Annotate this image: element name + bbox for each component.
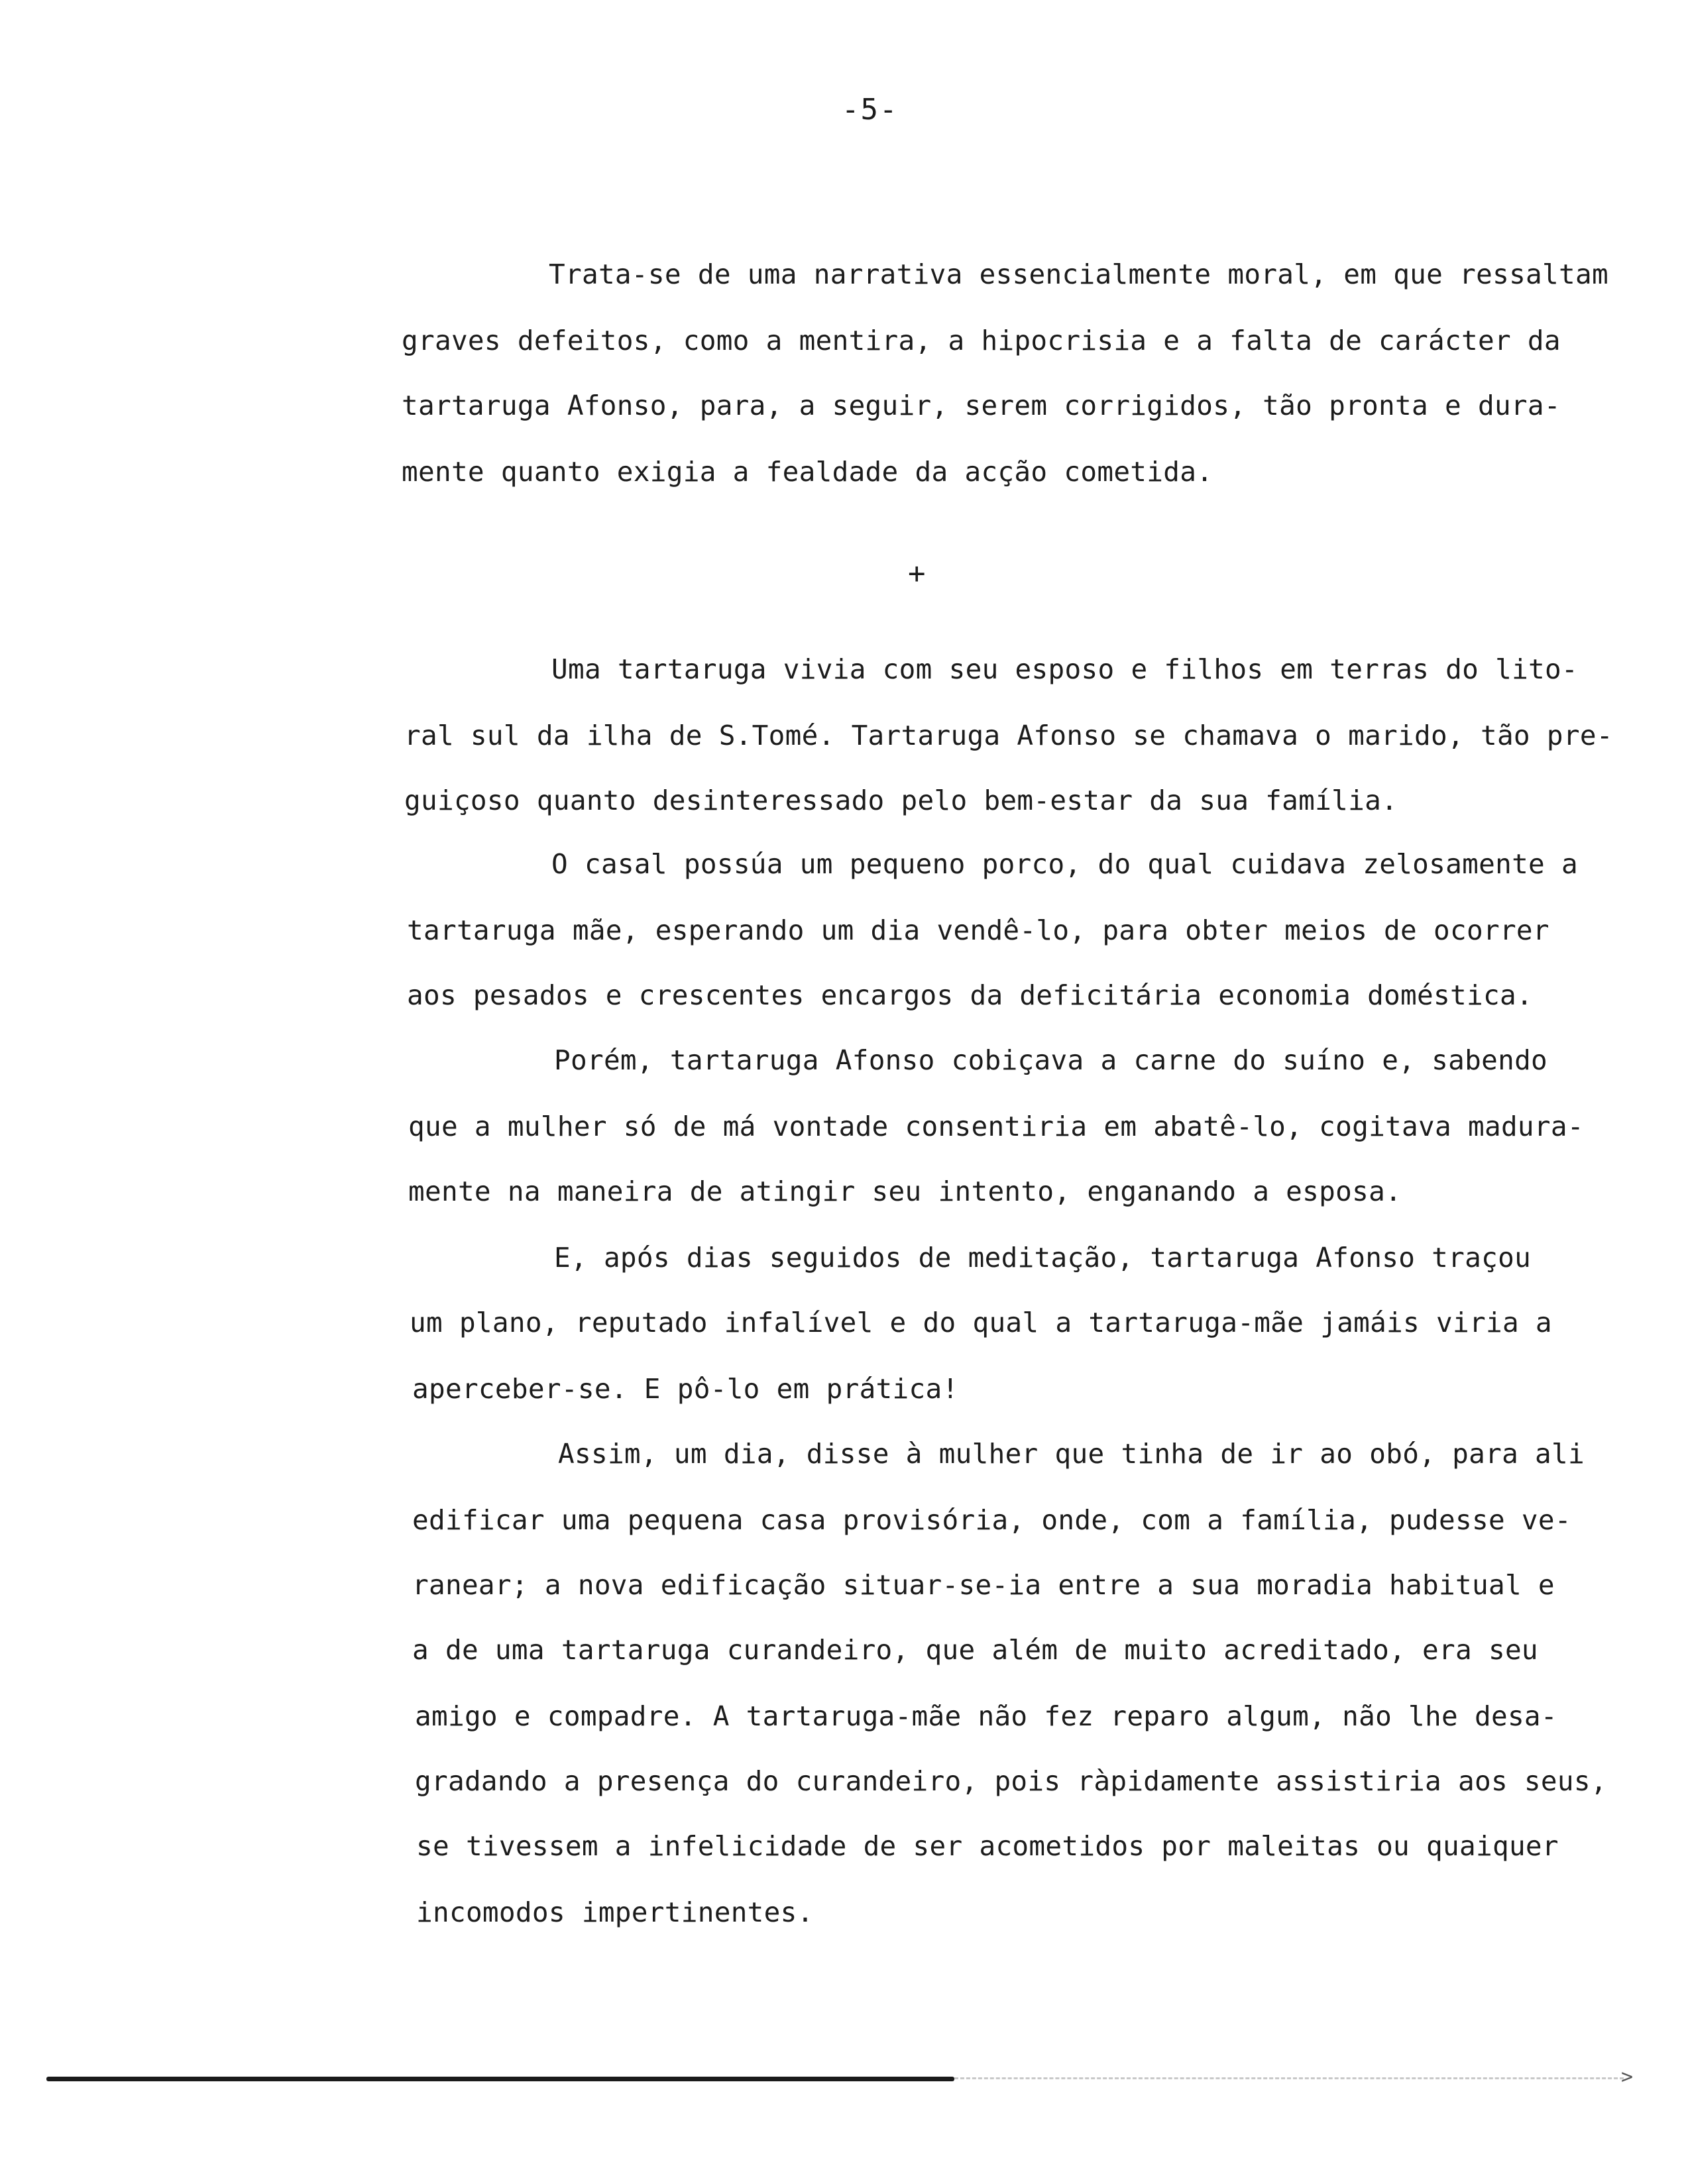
text-line: amigo e compadre. A tartaruga-mãe não fez reparo algum, não lhe desa- [415, 1700, 1557, 1732]
text-line: O casal possúa um pequeno porco, do qual cuidava zelosamente a [551, 848, 1579, 880]
page-number: -5- [842, 93, 899, 127]
text-line: que a mulher só de má vontade consentiria em abatê-lo, cogitava madura- [408, 1111, 1584, 1142]
text-line: gradando a presença do curandeiro, pois ràpidamente assistiria aos seus, [415, 1765, 1607, 1797]
section-separator: + [908, 557, 926, 590]
text-line: tartaruga mãe, esperando um dia vendê-lo, para obter meios de ocorrer [407, 914, 1549, 946]
text-line: tartaruga Afonso, para, a seguir, serem corrigidos, tão pronta e dura- [402, 390, 1561, 421]
bottom-rule [46, 2077, 954, 2081]
text-line: ranear; a nova edificação situar-se-ia entre a sua moradia habitual e [412, 1569, 1555, 1601]
text-line: mente quanto exigia a fealdade da acção cometida. [402, 456, 1213, 488]
text-line: Porém, tartaruga Afonso cobiçava a carne do suíno e, sabendo [554, 1044, 1548, 1076]
text-line: guiçoso quanto desinteressado pelo bem-estar da sua família. [404, 785, 1398, 816]
text-line: E, após dias seguidos de meditação, tartaruga Afonso traçou [554, 1242, 1532, 1274]
text-line: um plano, reputado infalível e do qual a tartaruga-mãe jamáis viria a [410, 1307, 1552, 1338]
text-line: ral sul da ilha de S.Tomé. Tartaruga Afonso se chamava o marido, tão pre- [404, 720, 1613, 751]
rule-end-mark: > [1621, 2065, 1634, 2089]
text-line: graves defeitos, como a mentira, a hipocrisia e a falta de carácter da [402, 325, 1561, 356]
text-line: se tivessem a infelicidade de ser acometidos por maleitas ou quaiquer [416, 1830, 1559, 1862]
text-line: Trata-se de uma narrativa essencialmente moral, em que ressaltam [549, 258, 1608, 290]
text-line: edificar uma pequena casa provisória, onde, com a família, pudesse ve- [412, 1504, 1571, 1536]
text-line: mente na maneira de atingir seu intento, enganando a esposa. [408, 1175, 1402, 1207]
text-line: Assim, um dia, disse à mulher que tinha de ir ao obó, para ali [558, 1438, 1585, 1470]
text-line: a de uma tartaruga curandeiro, que além de muito acreditado, era seu [412, 1634, 1538, 1666]
text-line: Uma tartaruga vivia com seu esposo e filhos em terras do lito- [551, 653, 1579, 685]
text-line: aperceber-se. E pô-lo em prática! [412, 1373, 959, 1405]
bottom-rule-faint [954, 2077, 1624, 2079]
text-line: incomodos impertinentes. [416, 1896, 814, 1928]
text-line: aos pesados e crescentes encargos da deficitária economia doméstica. [407, 979, 1533, 1011]
